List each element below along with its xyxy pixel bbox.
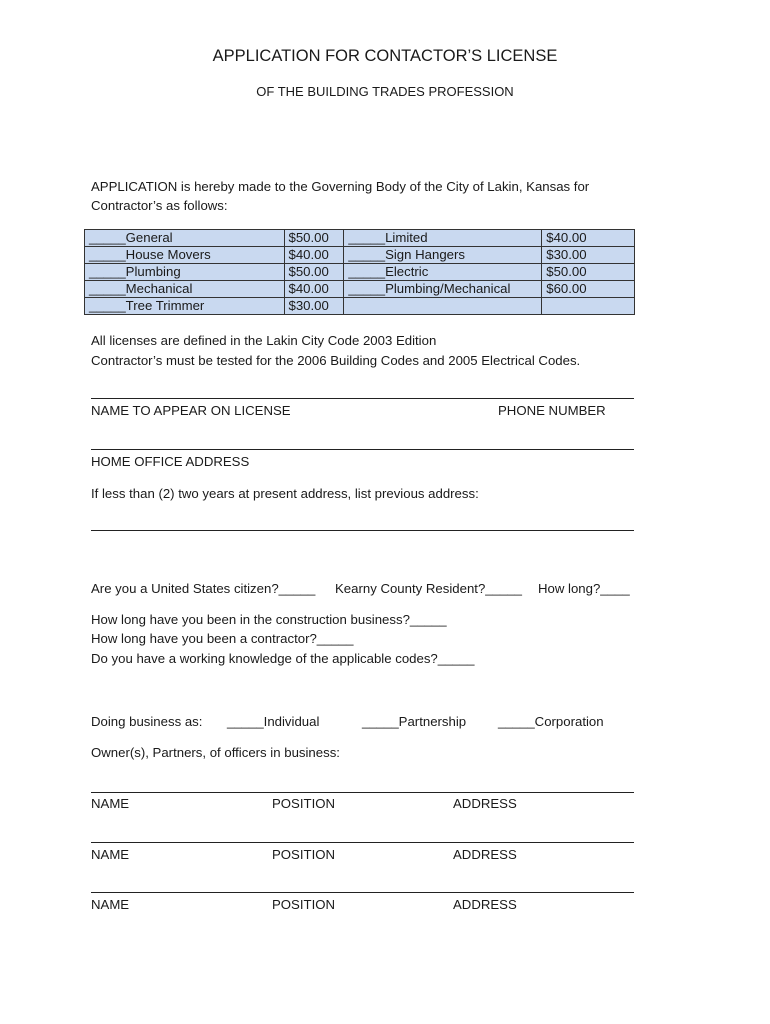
previous-address-prompt: If less than (2) two years at present address, list previous address: <box>91 486 479 501</box>
fee-value: $30.00 <box>284 298 344 315</box>
name-on-license-label: NAME TO APPEAR ON LICENSE <box>91 403 291 418</box>
business-type-individual[interactable]: _____Individual <box>227 714 320 729</box>
previous-address-input-line[interactable] <box>91 530 634 531</box>
doing-business-as-label: Doing business as: <box>91 714 203 729</box>
owner-position-label: POSITION <box>272 847 336 862</box>
empty-cell <box>344 298 542 315</box>
home-office-address-label: HOME OFFICE ADDRESS <box>91 454 250 469</box>
owner-name-label: NAME <box>91 847 130 862</box>
owner-1-input-line[interactable] <box>91 792 634 793</box>
owner-address-label: ADDRESS <box>453 796 517 811</box>
form-title: APPLICATION FOR CONTACTOR’S LICENSE <box>212 47 558 65</box>
fee-value: $50.00 <box>542 264 635 281</box>
license-type-tree-trimmer[interactable]: _____Tree Trimmer <box>85 298 285 315</box>
fee-value: $40.00 <box>284 281 344 298</box>
home-office-address-input-line[interactable] <box>91 449 634 450</box>
owner-address-label: ADDRESS <box>453 897 517 912</box>
table-row <box>85 298 635 315</box>
license-fee-table <box>84 229 635 315</box>
contractor-duration-question[interactable]: How long have you been a contractor?_____ <box>91 631 354 646</box>
owner-name-label: NAME <box>91 796 130 811</box>
license-type-general[interactable]: _____General <box>85 230 285 247</box>
table-row <box>85 230 635 247</box>
license-type-mechanical[interactable]: _____Mechanical <box>85 281 285 298</box>
owner-position-label: POSITION <box>272 796 336 811</box>
how-long-question[interactable]: How long?____ <box>538 581 630 596</box>
license-type-plumbing[interactable]: _____Plumbing <box>85 264 285 281</box>
owner-address-label: ADDRESS <box>453 847 517 862</box>
owners-label: Owner(s), Partners, of officers in business: <box>91 745 340 760</box>
phone-number-label: PHONE NUMBER <box>498 403 606 418</box>
owner-3-input-line[interactable] <box>91 892 634 893</box>
table-row <box>85 247 635 264</box>
county-resident-question[interactable]: Kearny County Resident?_____ <box>335 581 522 596</box>
table-row <box>85 281 635 298</box>
note-testing: Contractor’s must be tested for the 2006 Building Codes and 2005 Electrical Codes. <box>91 353 581 368</box>
fee-value: $50.00 <box>284 264 344 281</box>
fee-value: $50.00 <box>284 230 344 247</box>
construction-business-question[interactable]: How long have you been in the construction business?_____ <box>91 612 447 627</box>
license-type-limited[interactable]: _____Limited <box>344 230 542 247</box>
license-type-plumbing-mechanical[interactable]: _____Plumbing/Mechanical <box>344 281 542 298</box>
empty-cell <box>542 298 635 315</box>
intro-line-1: APPLICATION is hereby made to the Governing Body of the City of Lakin, Kansas for <box>91 179 590 194</box>
form-subtitle: OF THE BUILDING TRADES PROFESSION <box>256 84 514 99</box>
license-type-electric[interactable]: _____Electric <box>344 264 542 281</box>
fee-value: $60.00 <box>542 281 635 298</box>
note-code-edition: All licenses are defined in the Lakin City Code 2003 Edition <box>91 333 437 348</box>
codes-knowledge-question[interactable]: Do you have a working knowledge of the applicable codes?_____ <box>91 651 475 666</box>
owner-name-label: NAME <box>91 897 130 912</box>
fee-value: $40.00 <box>542 230 635 247</box>
owner-position-label: POSITION <box>272 897 336 912</box>
intro-line-2: Contractor’s as follows: <box>91 198 228 213</box>
license-type-sign-hangers[interactable]: _____Sign Hangers <box>344 247 542 264</box>
name-phone-input-line[interactable] <box>91 398 634 399</box>
license-type-house-movers[interactable]: _____House Movers <box>85 247 285 264</box>
business-type-partnership[interactable]: _____Partnership <box>362 714 467 729</box>
fee-value: $40.00 <box>284 247 344 264</box>
table-row <box>85 264 635 281</box>
business-type-corporation[interactable]: _____Corporation <box>498 714 604 729</box>
citizen-question[interactable]: Are you a United States citizen?_____ <box>91 581 316 596</box>
owner-2-input-line[interactable] <box>91 842 634 843</box>
fee-value: $30.00 <box>542 247 635 264</box>
